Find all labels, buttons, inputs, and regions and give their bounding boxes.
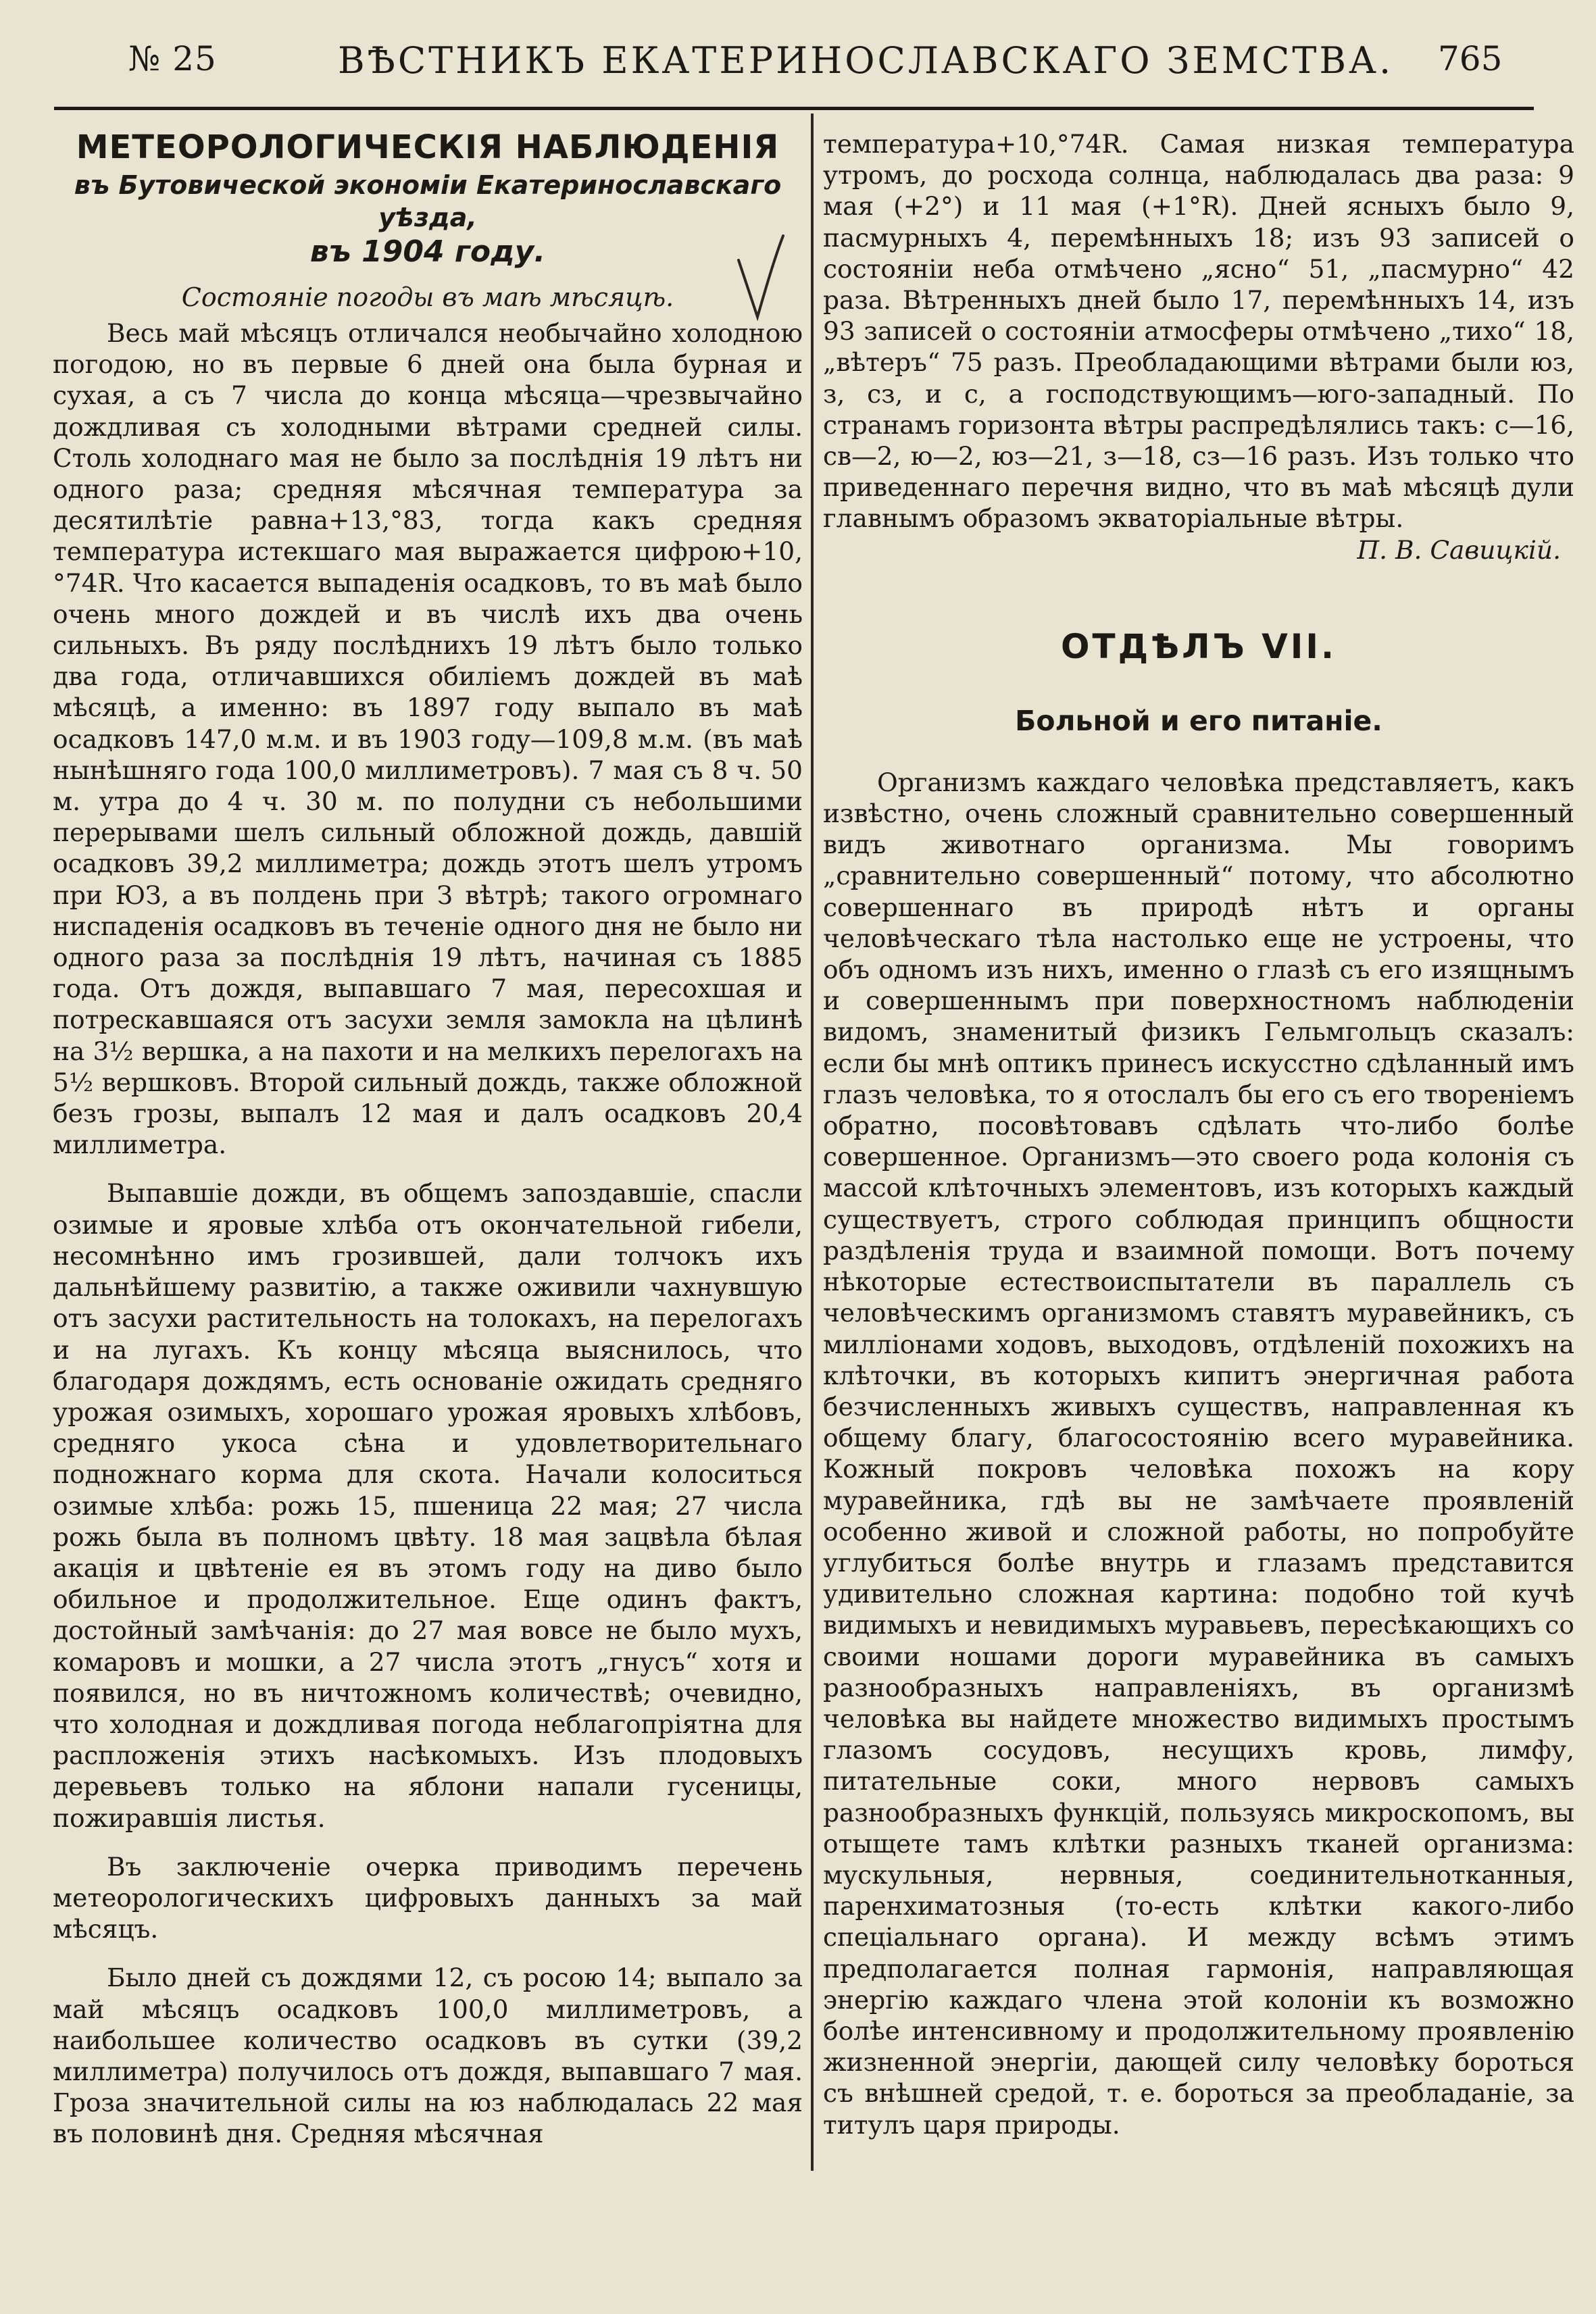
article-subheading: въ Бутовической экономіи Екатеринославскаго уѣзда, [74, 170, 782, 232]
paragraph: Организмъ каждаго человѣка представляетъ, какъ извѣстно, очень сложный сравнительно совершенный видъ животнаго организма. Мы говоримъ „сравнительно совершенный“ потому, что абсолютно совершеннаго въ природѣ нѣтъ и органы человѣческаго тѣла настолько еще не устроены, что объ одномъ изъ нихъ, именно о глазѣ съ его изящнымъ и совершеннымъ при поверхностномъ наблюденіи видомъ, знаменитый физикъ Гельмгольцъ сказалъ: если бы мнѣ оптикъ принесъ искусстно сдѣланный имъ глазъ человѣка, то я отослалъ бы его съ его твореніемъ обратно, посовѣтовавъ сдѣлать что-либо болѣе совершенное. Организмъ—это своего рода колонія съ массой клѣточныхъ элементовъ, изъ которыхъ каждый существуетъ, строго соблюдая принципъ общности раздѣленія труда и взаимной помощи. Вотъ почему нѣкоторые естествоиспытатели въ параллель съ человѣческимъ организмомъ ставятъ муравейникъ, съ милліонами ходовъ, выходовъ, отдѣленій похожихъ на клѣточки, въ которыхъ кипитъ энергичная работа безчисленныхъ живыхъ существъ, направленная къ общему благу, благосостоянію всего муравейника. Кожный покровъ человѣка похожъ на кору муравейника, гдѣ вы не замѣчаете проявленій особенно живой и сложной работы, но попробуйте углубиться болѣе внутрь и глазамъ представится удивительно сложная картина: подобно той кучѣ видимыхъ и невидимыхъ муравьевъ, пересѣкающихъ со своими ношами дороги муравейника въ самыхъ разнообразныхъ направленіяхъ, въ организмѣ человѣка вы найдете множество видимыхъ простымъ глазомъ сосудовъ, несущихъ кровь, лимфу, питательные соки, много нервовъ самыхъ разнообразныхъ функцій, пользуясь микроскопомъ, вы отыщете тамъ клѣтки разныхъ тканей организма: мускульныя, нервныя, соединительнотканныя, паренхиматозныя (то-есть клѣтки какого-либо спеціальнаго органа). И между всѣмъ этимъ предполагается полная гармонія, направляющая энергію каждаго члена этой колоніи къ возможно болѣе интенсивному и продолжительному проявленію жизненной энергіи, дающей силу человѣку бороться съ внѣшней средой, т. е. бороться за преобладаніе, за титулъ царя природы. [823, 767, 1574, 2140]
column-separator [811, 114, 814, 2171]
article-year: въ 1904 году. [309, 234, 546, 269]
paragraph: Въ заключеніе очерка приводимъ перечень метеорологическихъ цифровыхъ данныхъ за май мѣсяцъ. [53, 1851, 803, 1944]
left-column [53, 128, 803, 2150]
page-number: 765 [1438, 39, 1503, 78]
continued-paragraph: температура+10,°74R. Самая низкая температура утромъ, до росхода солнца, наблюдалась два раза: 9 мая (+2°) и 11 мая (+1°R). Дней ясныхъ было 9, пасмурныхъ 4, перемѣнныхъ 18; изъ 93 записей о состояніи неба отмѣчено „ясно“ 51, „пасмурно“ 42 раза. Вѣтренныхъ дней было 17, перемѣнныхъ 14, изъ 93 записей о состояніи атмосферы отмѣчено „тихо“ 18, „вѣтеръ“ 75 разъ. Преобладающими вѣтрами были юз, з, сз, и с, а господствующимъ—юго-западный. По странамъ горизонта вѣтры распредѣлялись такъ: с—16, св—2, ю—2, юз—21, з—18, сз—16 разъ. Изъ только что приведеннаго перечня видно, что въ маѣ мѣсяцѣ дули главнымъ образомъ экваторіальные вѣтры. [823, 129, 1574, 534]
issue-number: № 25 [128, 39, 217, 78]
journal-title: ВѢСТНИКЪ ЕКАТЕРИНОСЛАВСКАГО ЗЕМСТВА. [338, 39, 1394, 82]
paragraph-gap [53, 1944, 803, 1962]
paragraph: Было дней съ дождями 12, съ росою 14; выпало за май мѣсяцъ осадковъ 100,0 миллиметровъ, а наибольшее количество осадковъ въ сутки (39,2 миллиметра) получилось отъ дождя, выпавшаго 7 мая. Гроза значительной силы на юз наблюдалась 22 мая въ половинѣ дня. Средняя мѣсячная [53, 1963, 803, 2149]
header-rule [54, 107, 1534, 110]
department-heading: ОТДѢЛЪ VII. [1061, 626, 1337, 666]
article-heading: МЕТЕОРОЛОГИЧЕСКІЯ НАБЛЮДЕНІЯ [76, 128, 780, 166]
paragraph-gap [53, 1160, 803, 1178]
author-signature: П. В. Савицкій. [1357, 534, 1561, 565]
paragraph: Весь май мѣсяцъ отличался необычайно холодною погодою, но въ первые 6 дней она была бурная и сухая, а съ 7 числа до конца мѣсяца—чрезвычайно дождливая съ холодными вѣтрами средней силы. Столь холоднаго мая не было за послѣднія 19 лѣтъ ни одного раза; средняя мѣсячная температура за десятилѣтіе равна+13,°83, тогда какъ средняя температура истекшаго мая выражается цифрою+10,°74R. Что касается выпаденія осадковъ, то въ маѣ было очень много дождей и въ числѣ ихъ два очень сильныхъ. Въ ряду послѣднихъ 19 лѣтъ было только два года, отличавшихся обиліемъ дождей въ маѣ мѣсяцѣ, а именно: въ 1897 году выпало въ маѣ осадковъ 147,0 м.м. и въ 1903 году—109,8 м.м. (въ маѣ нынѣшняго года 100,0 миллиметровъ). 7 мая съ 8 ч. 50 м. утра до 4 ч. 30 м. по полудни съ небольшими перерывами шелъ сильный обложной дождь, давшій осадковъ 39,2 миллиметра; дождь этотъ шелъ утромъ при ЮЗ, а въ полдень при З вѣтрѣ; такого огромнаго ниспаденія осадковъ въ теченіе одного дня не было ни одного раза за послѣднія 19 лѣтъ, начиная съ 1885 года. Отъ дождя, выпавшаго 7 мая, пересохшая и потрескавшаяся отъ засухи земля замокла на цѣлинѣ на 3½ вершка, а на пахоти и на мелкихъ перелогахъ на 5½ вершковъ. Второй сильный дождь, также обложной безъ грозы, выпалъ 12 мая и далъ осадковъ 20,4 миллиметра. [53, 318, 803, 1160]
article-title: Больной и его питаніе. [1015, 704, 1382, 737]
section-heading: Состояніе погоды въ маѣ мѣсяцѣ. [181, 282, 674, 312]
paragraph: Выпавшіе дожди, въ общемъ запоздавшіе, спасли озимые и яровые хлѣба отъ окончательной гибели, несомнѣнно имъ грозившей, дали толчокъ ихъ дальнѣйшему развитію, а также оживили чахнувшую отъ засухи растительность на толокахъ, на перелогахъ и на лугахъ. Къ концу мѣсяца выяснилось, что благодаря дождямъ, есть основаніе ожидать средняго урожая озимыхъ, хорошаго урожая яровыхъ хлѣбовъ, средняго укоса сѣна и удовлетворительнаго подножнаго корма для скота. Начали колоситься озимые хлѣба: рожь 15, пшеница 22 мая; 27 числа рожь была въ полномъ цвѣту. 18 мая зацвѣла бѣлая акація и цвѣтеніе ея въ этомъ году на диво было обильное и продолжительное. Еще одинъ фактъ, достойный замѣчанія: до 27 мая вовсе не было мухъ, комаровъ и мошки, а 27 числа этотъ „гнусъ“ хотя и появился, но въ ничтожномъ количествѣ; очевидно, что холодная и дождливая погода неблагопріятна для распложенія этихъ насѣкомыхъ. Изъ плодовыхъ деревьевъ только на яблони напали гусеницы, пожиравшія листья. [53, 1178, 803, 1833]
paragraph-gap [53, 1834, 803, 1851]
right-column [823, 128, 1574, 2140]
